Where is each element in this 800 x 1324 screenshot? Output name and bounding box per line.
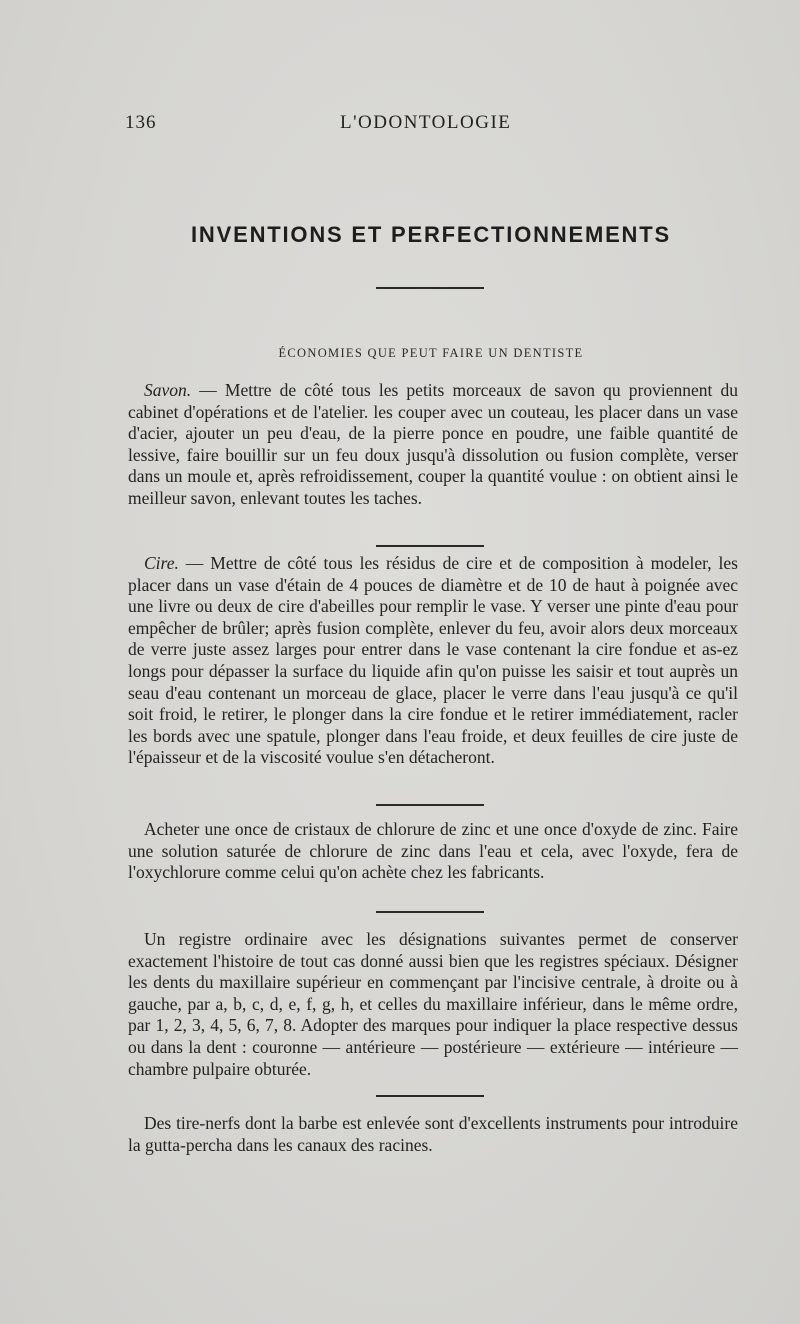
running-head	[125, 112, 565, 136]
divider	[376, 1095, 484, 1097]
section-title: INVENTIONS ET PERFECTIONNEMENTS	[191, 222, 671, 247]
subtitle: ÉCONOMIES QUE PEUT FAIRE UN DENTISTE	[278, 346, 584, 360]
paragraph-lead-cire: Cire.	[144, 553, 179, 573]
divider	[376, 804, 484, 806]
paragraph-text-savon: — Mettre de côté tous les petits morceaux de savon qu proviennent du cabinet d'opérations et de l'atelier. les couper avec un couteau, les placer dans un vase d'acier, ajouter un peu d'eau, de la pierre ponce en poudre, une faible quantité de lessive, faire bouillir sur un feu doux jusqu'à dissolution ou fusion complète, verser dans un moule et, après refroidissement, couper la quantité voulue : on obtient ainsi le meilleur savon, enlevant toutes les taches.	[128, 380, 738, 508]
divider	[376, 545, 484, 547]
paragraph-savon	[128, 380, 738, 510]
paragraph-oxychlorure: Acheter une once de cristaux de chlorure de zinc et une once d'oxyde de zinc. Faire une solution saturée de chlorure de zinc dans l'eau et cela, avec l'oxyde, fera de l'oxychlorure comme celui qu'on achète chez les fabricants.	[128, 819, 738, 883]
paragraph-cire	[128, 553, 738, 769]
paragraph-text-cire: — Mettre de côté tous les résidus de cire et de composition à modeler, les placer dans un vase d'étain de 4 pouces de diamètre et de 10 de haut à poignée avec une livre ou deux de cire d'abeilles pour remplir le vase. Y verser une pinte d'eau pour empêcher de brûler; après fusion complète, enlever du feu, avoir alors deux morceaux de verre juste assez larges pour entrer dans le vase contenant la cire fondue et as-ez longs pour dépasser la surface du liquide afin qu'on puisse les saisir et tout auprès un seau d'eau contenant un morceau de glace, placer le verre dans l'eau jusqu'à ce qu'il soit froid, le retirer, le plonger dans la cire fondue et le retirer immédiatement, racler les bords avec une spatule, plonger dans l'eau froide, et deux feuilles de cire juste de l'épaisseur et de la viscosité voulue s'en détacheront.	[128, 553, 738, 768]
paragraph-tire-nerfs: Des tire-nerfs dont la barbe est enlevée sont d'excellents instruments pour introduire la gutta-percha dans les canaux des racines.	[128, 1113, 738, 1155]
divider	[376, 911, 484, 913]
title-divider	[376, 287, 484, 289]
paragraph-lead-savon: Savon.	[144, 380, 192, 400]
paragraph-registre: Un registre ordinaire avec les désignations suivantes permet de conserver exactement l'histoire de tout cas donné aussi bien que les registres spéciaux. Désigner les dents du maxillaire supérieur en commençant par l'incisive centrale, à droite ou à gauche, par a, b, c, d, e, f, g, h, et celles du maxillaire inférieur, dans le même ordre, par 1, 2, 3, 4, 5, 6, 7, 8. Adopter des marques pour indiquer la place respective dessus ou dans la dent : couronne — antérieure — postérieure — extérieure — intérieure — chambre pulpaire obturée.	[128, 929, 738, 1079]
page-number: 136	[125, 112, 157, 133]
journal-title: L'ODONTOLOGIE	[340, 112, 512, 133]
